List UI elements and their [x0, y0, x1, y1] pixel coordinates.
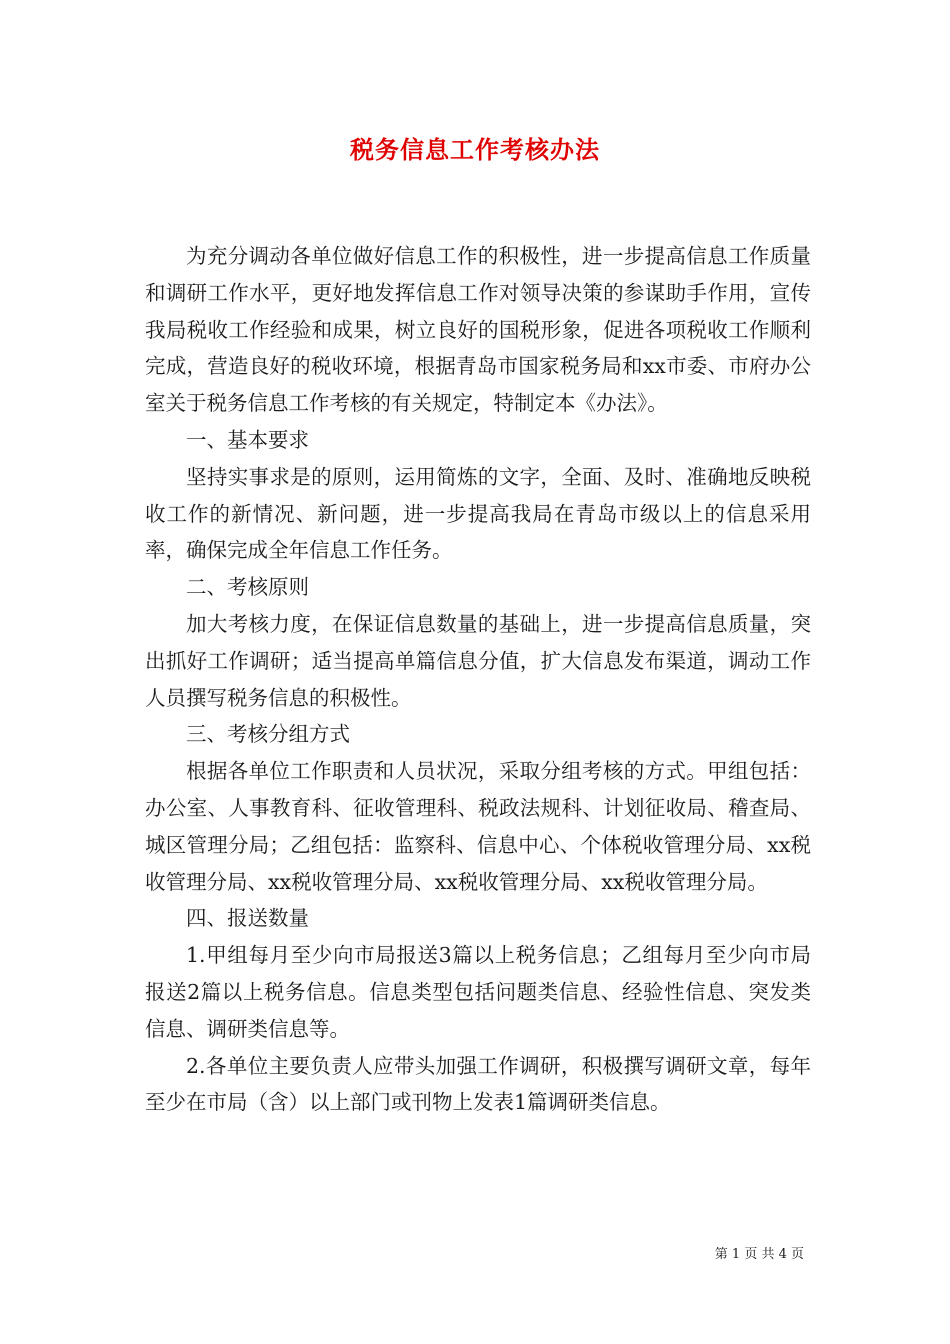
- section-heading-submission-quantity: 四、报送数量: [186, 906, 309, 931]
- section-heading-grouping-method: 三、考核分组方式: [186, 722, 350, 747]
- intro-paragraph: 为充分调动各单位做好信息工作的积极性，进一步提高信息工作质量和调研工作水平，更好地发挥信息工作对领导决策的参谋助手作用，宣传我局税收工作经验和成果，树立良好的国税形象，促进各项税收工作顺利完成，营造良好的税收环境，根据青岛市国家税务局和xx市委、市府办公室关于税务信息工作考核的有关规定，特制定本《办法》。: [145, 244, 811, 416]
- body-paragraph: 2.各单位主要负责人应带头加强工作调研，积极撰写调研文章，每年至少在市局（含）以上部门或刊物上发表1篇调研类信息。: [145, 1053, 811, 1115]
- section-heading-basic-requirements: 一、基本要求: [186, 427, 309, 452]
- section-heading-assessment-principles: 二、考核原则: [186, 575, 309, 600]
- document-title: 税务信息工作考核办法: [350, 135, 600, 164]
- body-paragraph: 坚持实事求是的原则，运用简炼的文字，全面、及时、准确地反映税收工作的新情况、新问题，进一步提高我局在青岛市级以上的信息采用率，确保完成全年信息工作任务。: [145, 464, 811, 563]
- document-body: [145, 238, 811, 1121]
- page-number: 第 1 页 共 4 页: [714, 1247, 804, 1262]
- body-paragraph: 加大考核力度，在保证信息数量的基础上，进一步提高信息质量，突出抓好工作调研；适当提高单篇信息分值，扩大信息发布渠道，调动工作人员撰写税务信息的积极性。: [145, 611, 811, 710]
- body-paragraph: 根据各单位工作职责和人员状况，采取分组考核的方式。甲组包括：办公室、人事教育科、征收管理科、税政法规科、计划征收局、稽查局、城区管理分局；乙组包括：监察科、信息中心、个体税收管理分局、xx税收管理分局、xx税收管理分局、xx税收管理分局、xx税收管理分局。: [145, 759, 811, 894]
- body-paragraph: 1.甲组每月至少向市局报送3篇以上税务信息；乙组每月至少向市局报送2篇以上税务信息。信息类型包括问题类信息、经验性信息、突发类信息、调研类信息等。: [145, 943, 811, 1041]
